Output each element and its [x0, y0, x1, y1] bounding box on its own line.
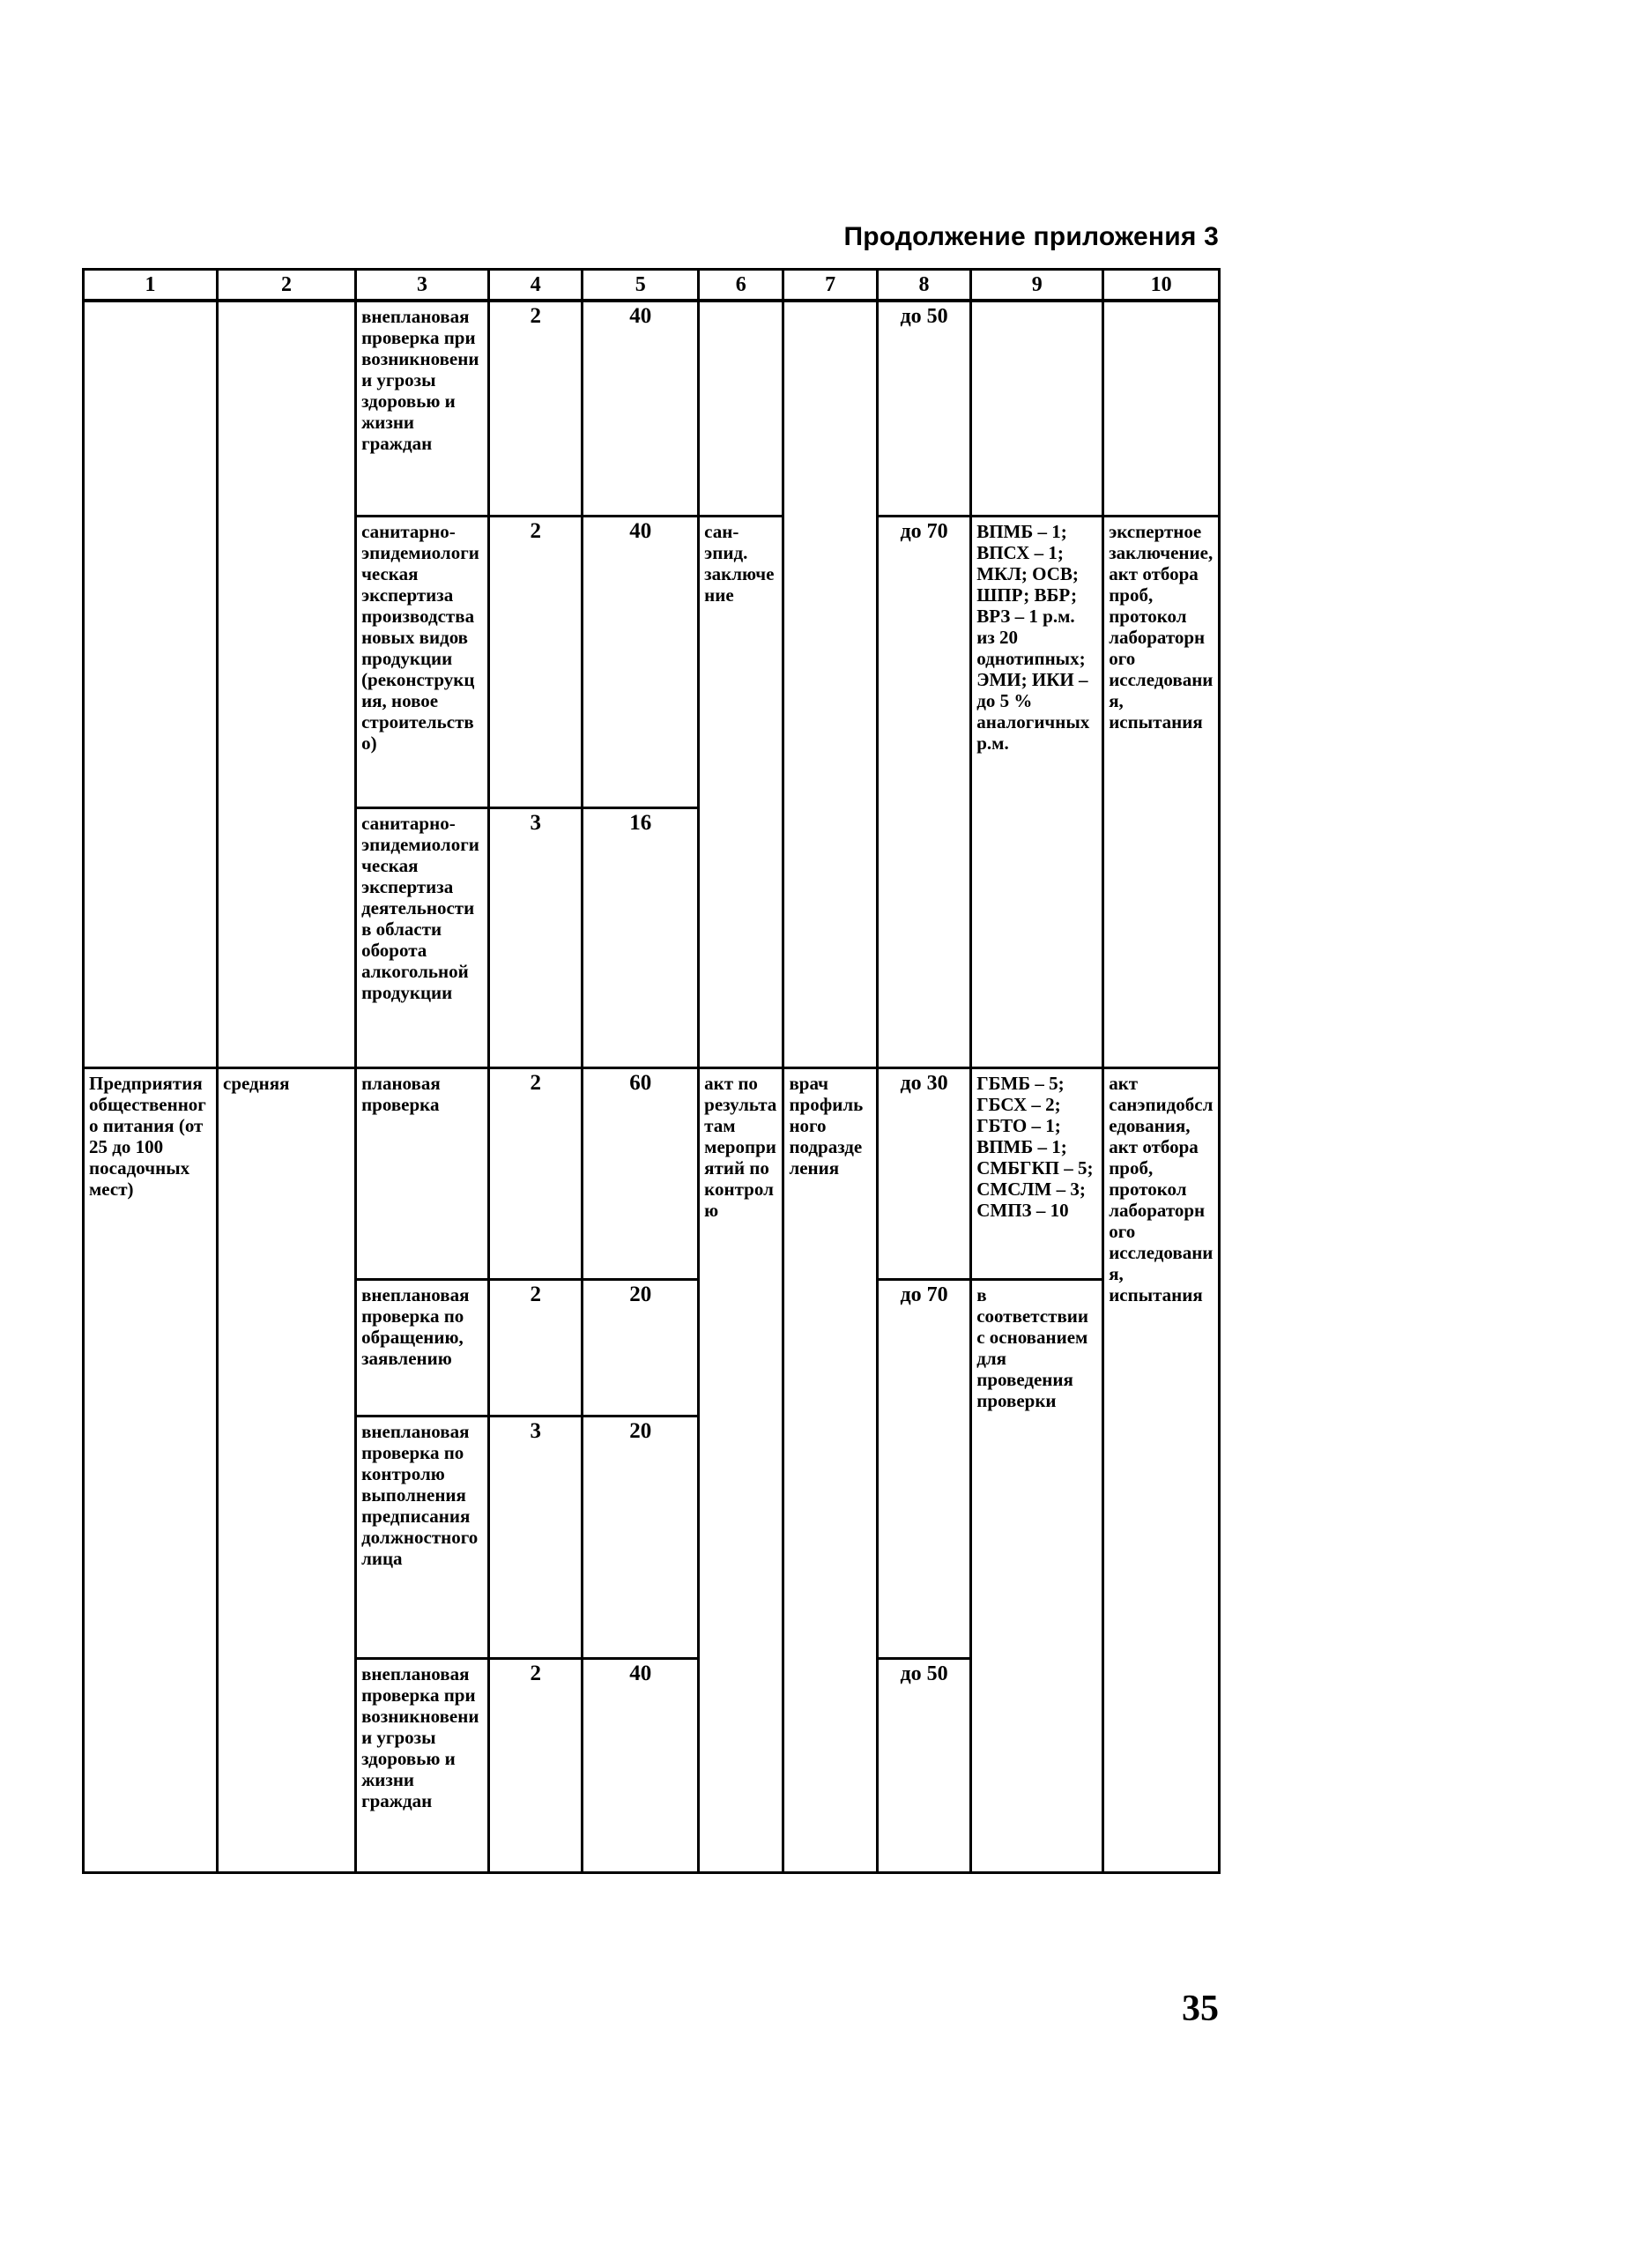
value-cell: 40 [583, 301, 699, 516]
result-document-cell: акт санэпидобследования, акт отбора проб, протокол лабораторного исследования, испытания [1103, 1067, 1220, 1872]
methods-cell: в соответствии с основанием для проведения проверки [971, 1279, 1103, 1872]
column-number: 6 [699, 270, 783, 301]
table-row [84, 1067, 1220, 1279]
inspection-table [82, 268, 1221, 1874]
column-number: 9 [971, 270, 1103, 301]
limit-cell: до 70 [877, 516, 970, 1067]
risk-category-cell: средняя [218, 1067, 356, 1872]
column-number: 10 [1103, 270, 1220, 301]
value-cell: 2 [489, 301, 583, 516]
inspection-type-cell: внеплановая проверка по контролю выполнения предписания должностного лица [356, 1416, 489, 1658]
methods-cell: ВПМБ – 1; ВПСХ – 1; МКЛ; ОСВ; ШПР; ВБР; ВРЗ – 1 р.м. из 20 однотипных; ЭМИ; ИКИ – до 5 % аналогичных р.м. [971, 516, 1103, 1067]
specialist-cell: врач профильного подразделения [783, 1067, 877, 1872]
column-number: 8 [877, 270, 970, 301]
document-cell: акт по результатам мероприятий по контролю [699, 1067, 783, 1872]
column-number: 7 [783, 270, 877, 301]
page-number: 35 [1182, 1989, 1219, 2029]
table-header-row [84, 270, 1220, 301]
inspection-type-cell: внеплановая проверка при возникновении угрозы здоровью и жизни граждан [356, 1658, 489, 1872]
limit-cell: до 30 [877, 1067, 970, 1279]
value-cell: 2 [489, 1067, 583, 1279]
value-cell: 40 [583, 516, 699, 807]
value-cell: 40 [583, 1658, 699, 1872]
column-number: 3 [356, 270, 489, 301]
value-cell: 2 [489, 1279, 583, 1416]
page-caption: Продолжение приложения 3 [843, 222, 1219, 251]
limit-cell: до 50 [877, 301, 970, 516]
column-number: 1 [84, 270, 218, 301]
limit-cell: до 70 [877, 1279, 970, 1658]
risk-category-cell [218, 301, 356, 1067]
table-row [84, 301, 1220, 516]
value-cell: 20 [583, 1279, 699, 1416]
inspection-type-cell: плановая проверка [356, 1067, 489, 1279]
value-cell: 20 [583, 1416, 699, 1658]
column-number: 5 [583, 270, 699, 301]
result-document-cell: экспертное заключение, акт отбора проб, протокол лабораторного исследования, испытания [1103, 516, 1220, 1067]
document-cell: сан-эпид. заключение [699, 516, 783, 1067]
inspection-type-cell: внеплановая проверка при возникновении угрозы здоровью и жизни граждан [356, 301, 489, 516]
value-cell: 60 [583, 1067, 699, 1279]
methods-cell: ГБМБ – 5; ГБСХ – 2; ГБТО – 1; ВПМБ – 1; СМБГКП – 5; СМСЛМ – 3; СМПЗ – 10 [971, 1067, 1103, 1279]
limit-cell: до 50 [877, 1658, 970, 1872]
value-cell: 2 [489, 1658, 583, 1872]
inspection-type-cell: внеплановая проверка по обращению, заявлению [356, 1279, 489, 1416]
column-number: 4 [489, 270, 583, 301]
value-cell: 3 [489, 807, 583, 1067]
inspection-type-cell: санитарно-эпидемиологическая экспертиза производства новых видов продукции (реконструкция, новое строительство) [356, 516, 489, 807]
enterprise-type-cell: Предприятия общественного питания (от 25 до 100 посадочных мест) [84, 1067, 218, 1872]
result-document-cell [1103, 301, 1220, 516]
inspection-type-cell: санитарно-эпидемиологическая экспертиза деятельности в области оборота алкогольной продукции [356, 807, 489, 1067]
specialist-cell [783, 301, 877, 1067]
value-cell: 16 [583, 807, 699, 1067]
value-cell: 2 [489, 516, 583, 807]
value-cell: 3 [489, 1416, 583, 1658]
document-cell [699, 301, 783, 516]
column-number: 2 [218, 270, 356, 301]
methods-cell [971, 301, 1103, 516]
enterprise-type-cell [84, 301, 218, 1067]
